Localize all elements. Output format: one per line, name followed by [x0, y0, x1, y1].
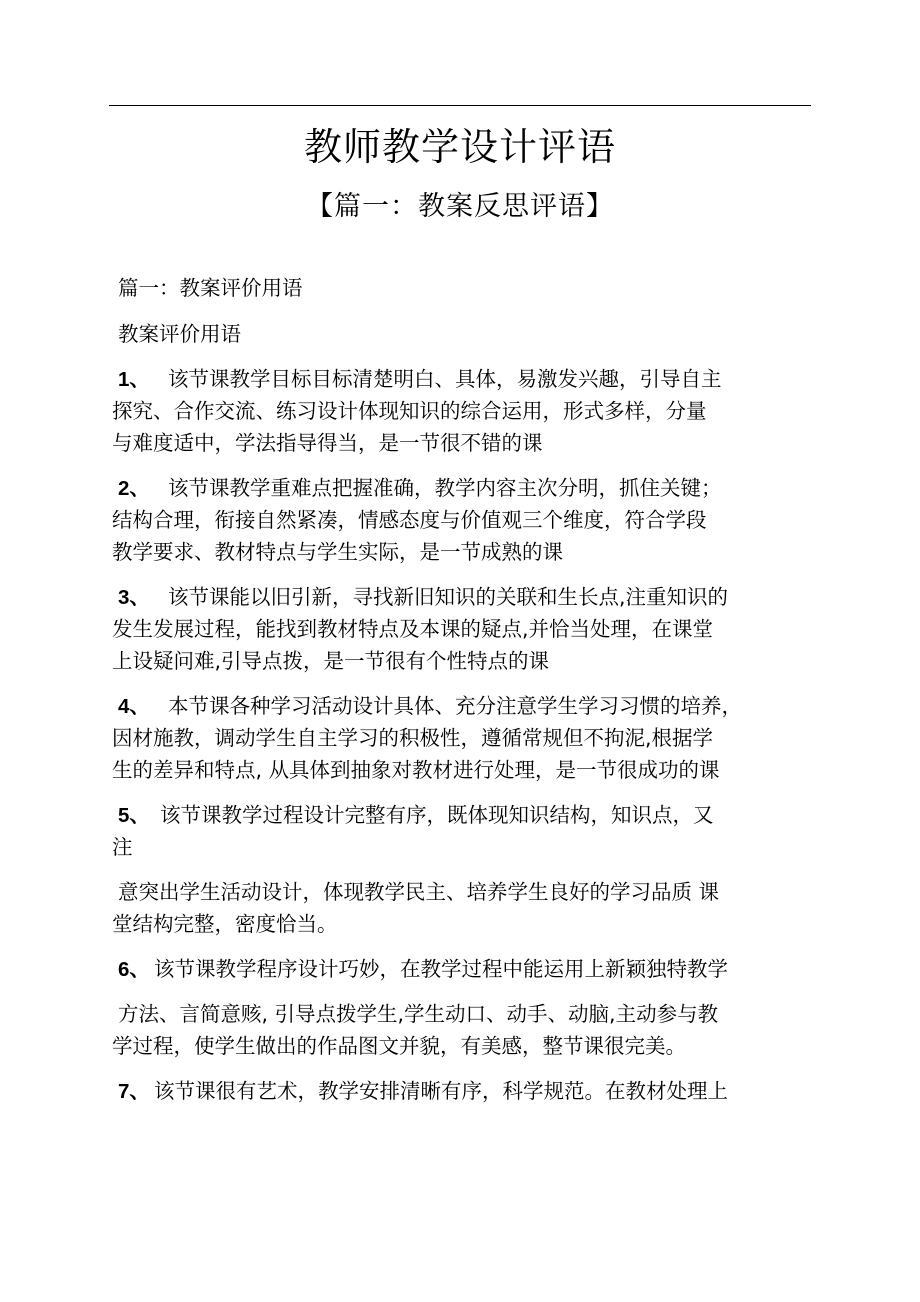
list-item-number: 7、 — [118, 1080, 150, 1103]
list-item-line: 结构合理，衔接自然紧凑，情感态度与价值观三个维度，符合学段 — [112, 508, 707, 532]
list-item-line: 该节课教学过程设计完整有序，既体现知识结构，知识点，又 — [160, 803, 714, 827]
list-item-line: 本节课各种学习活动设计具体、充分注意学生学习习惯的培养， — [168, 694, 742, 718]
list-item-line: 该节课教学目标目标清楚明白、具体，易激发兴趣，引导自主 — [168, 367, 722, 391]
list-item-line: 与难度适中，学法指导得当，是一节很不错的课 — [112, 431, 543, 455]
list-item-number: 2、 — [118, 477, 150, 500]
section-heading: 篇一：教案评价用语 — [118, 276, 303, 300]
list-item-line: 学过程，使学生做出的作品图文并貌，有美感，整节课很完美。 — [112, 1034, 686, 1058]
list-item-line: 探究、合作交流、练习设计体现知识的综合运用，形式多样，分量 — [112, 399, 707, 423]
list-item-line: 注 — [112, 835, 133, 859]
list-item-number: 5、 — [118, 804, 150, 827]
page-title: 教师教学设计评语 — [303, 125, 616, 169]
header-rule — [109, 105, 811, 106]
list-item-line: 该节课教学程序设计巧妙，在教学过程中能运用上新颖独特教学 — [154, 957, 728, 981]
page-subtitle: 【篇一：教案反思评语】 — [306, 191, 614, 222]
list-item-line: 堂结构完整，密度恰当。 — [112, 912, 338, 936]
list-item-number: 6、 — [118, 958, 150, 981]
list-item-line: 该节课很有艺术，教学安排清晰有序，科学规范。在教材处理上 — [154, 1079, 728, 1103]
list-item-line: 该节课教学重难点把握准确，教学内容主次分明，抓住关键； — [168, 476, 722, 500]
list-item-line: 方法、言简意赅, 引导点拨学生,学生动口、动手、动脑,主动参与教 — [118, 1002, 719, 1026]
list-item-line: 因材施教，调动学生自主学习的积极性，遵循常规但不拘泥,根据学 — [112, 726, 714, 750]
list-item-line: 发生发展过程，能找到教材特点及本课的疑点,并恰当处理，在课堂 — [112, 617, 714, 641]
list-item-line: 上设疑问难,引导点拨，是一节很有个性特点的课 — [112, 649, 550, 673]
list-item-line: 生的差异和特点, 从具体到抽象对教材进行处理，是一节很成功的课 — [112, 758, 720, 782]
list-item-number: 4、 — [118, 695, 150, 718]
list-item-number: 3、 — [118, 586, 150, 609]
list-item-line: 该节课能以旧引新，寻找新旧知识的关联和生长点,注重知识的 — [168, 585, 729, 609]
list-item-number: 1、 — [118, 368, 150, 391]
list-item-line: 意突出学生活动设计，体现教学民主、培养学生良好的学习品质 课 — [118, 880, 720, 904]
section-subheading: 教案评价用语 — [118, 322, 241, 346]
list-item-line: 教学要求、教材特点与学生实际，是一节成熟的课 — [112, 540, 563, 564]
